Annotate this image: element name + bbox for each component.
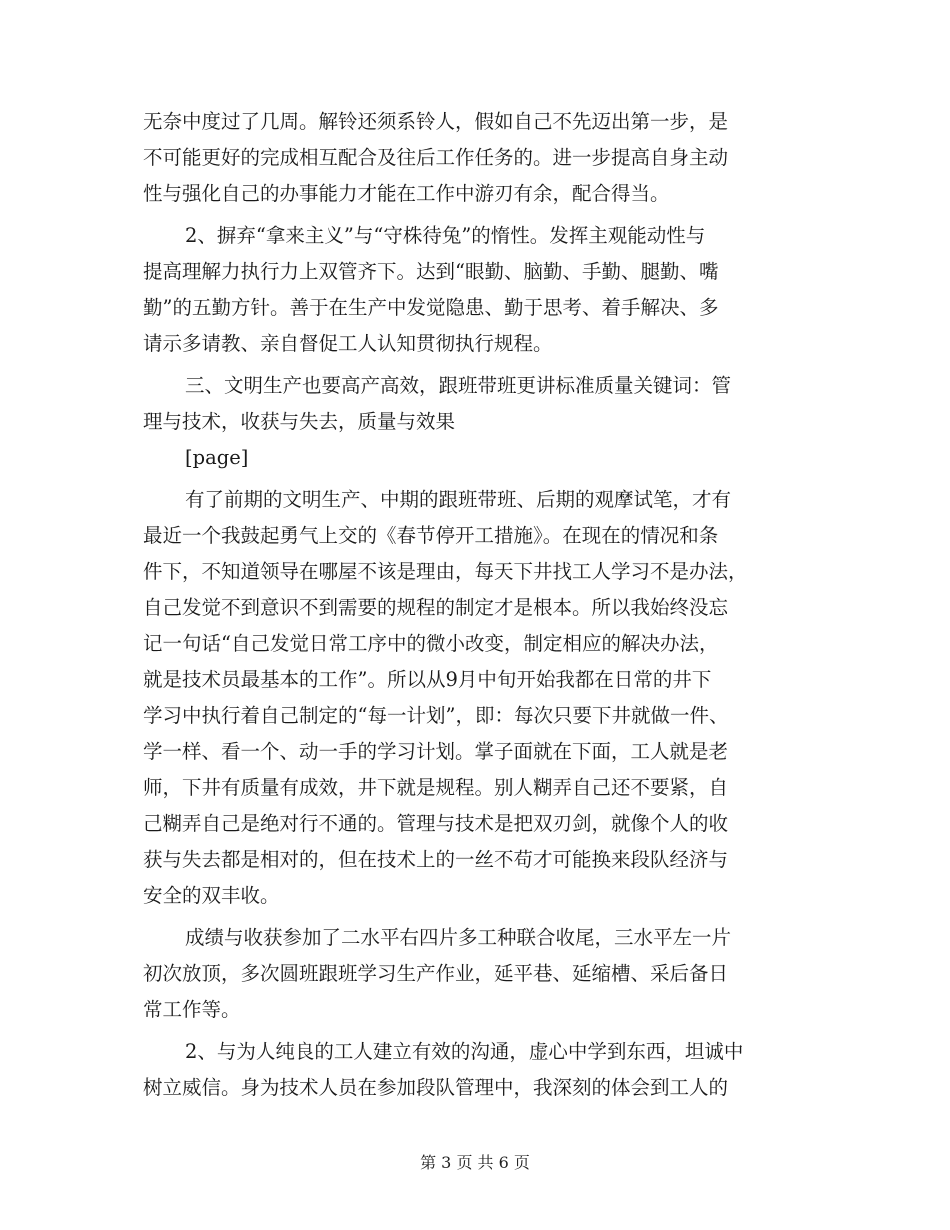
paragraph-6: 2、与为人纯良的工人建立有效的沟通，虚心中学到东西，坦诚中 树立威信。身为技术人员在参加段队管理中，我深刻的体会到工人的 bbox=[143, 1040, 744, 1099]
paragraph-1: 无奈中度过了几周。解铃还须系铃人，假如自己不先迈出第一步，是 不可能更好的完成相互配合及往后工作任务的。进一步提高自身主动 性与强化自己的办事能力才能在工作中游刃有余，配合得当。 bbox=[143, 110, 729, 205]
document-body bbox=[143, 104, 808, 1106]
page-footer: 第 3 页 共 6 页 bbox=[420, 1153, 530, 1172]
paragraph-4: 有了前期的文明生产、中期的跟班带班、后期的观摩试笔，才有 最近一个我鼓起勇气上交的《春节停开工措施》。在现在的情况和条 件下，不知道领导在哪屋不该是理由，每天下井找工人学习不是办法， 自己发觉不到意识不到需要的规程的制定才是根本。所以我始终没忘 记一句话“自己发觉日常工序中的微小改变，制定相应的解决办法， 就是技术员最基本的工作”。所以从9月中旬开始我都在日常的井下 学习中执行着自己制定的“每一计划”，即：每次只要下井就做一件、 学一样、看一个、动一手的学习计划。掌子面就在下面，工人就是老 师，下井有质量有成效，井下就是规程。别人糊弄自己还不要紧，自 己糊弄自己是绝对行不通的。管理与技术是把双刃剑，就像个人的收 获与失去都是相对的，但在技术上的一丝不苟才可能换来段队经济与 安全的双丰收。 bbox=[143, 488, 748, 907]
paragraph-3: 三、文明生产也要高产高效，跟班带班更讲标准质量关键词：管 理与技术，收获与失去，质量与效果 bbox=[143, 374, 732, 433]
page-marker: [page] bbox=[185, 446, 249, 469]
paragraph-5: 成绩与收获参加了二水平右四片多工种联合收尾，三水平左一片 初次放顶，多次圆班跟班学习生产作业，延平巷、延缩槽、采后备日 常工作等。 bbox=[143, 926, 732, 1021]
paragraph-2: 2、摒弃“拿来主义”与“守株待兔”的惰性。发挥主观能动性与 提高理解力执行力上双管齐下。达到“眼勤、脑勤、手勤、腿勤、嘴 勤”的五勤方针。善于在生产中发觉隐患、勤于思考、着手解决、多 请示多请教、亲自督促工人认知贯彻执行规程。 bbox=[143, 224, 719, 355]
